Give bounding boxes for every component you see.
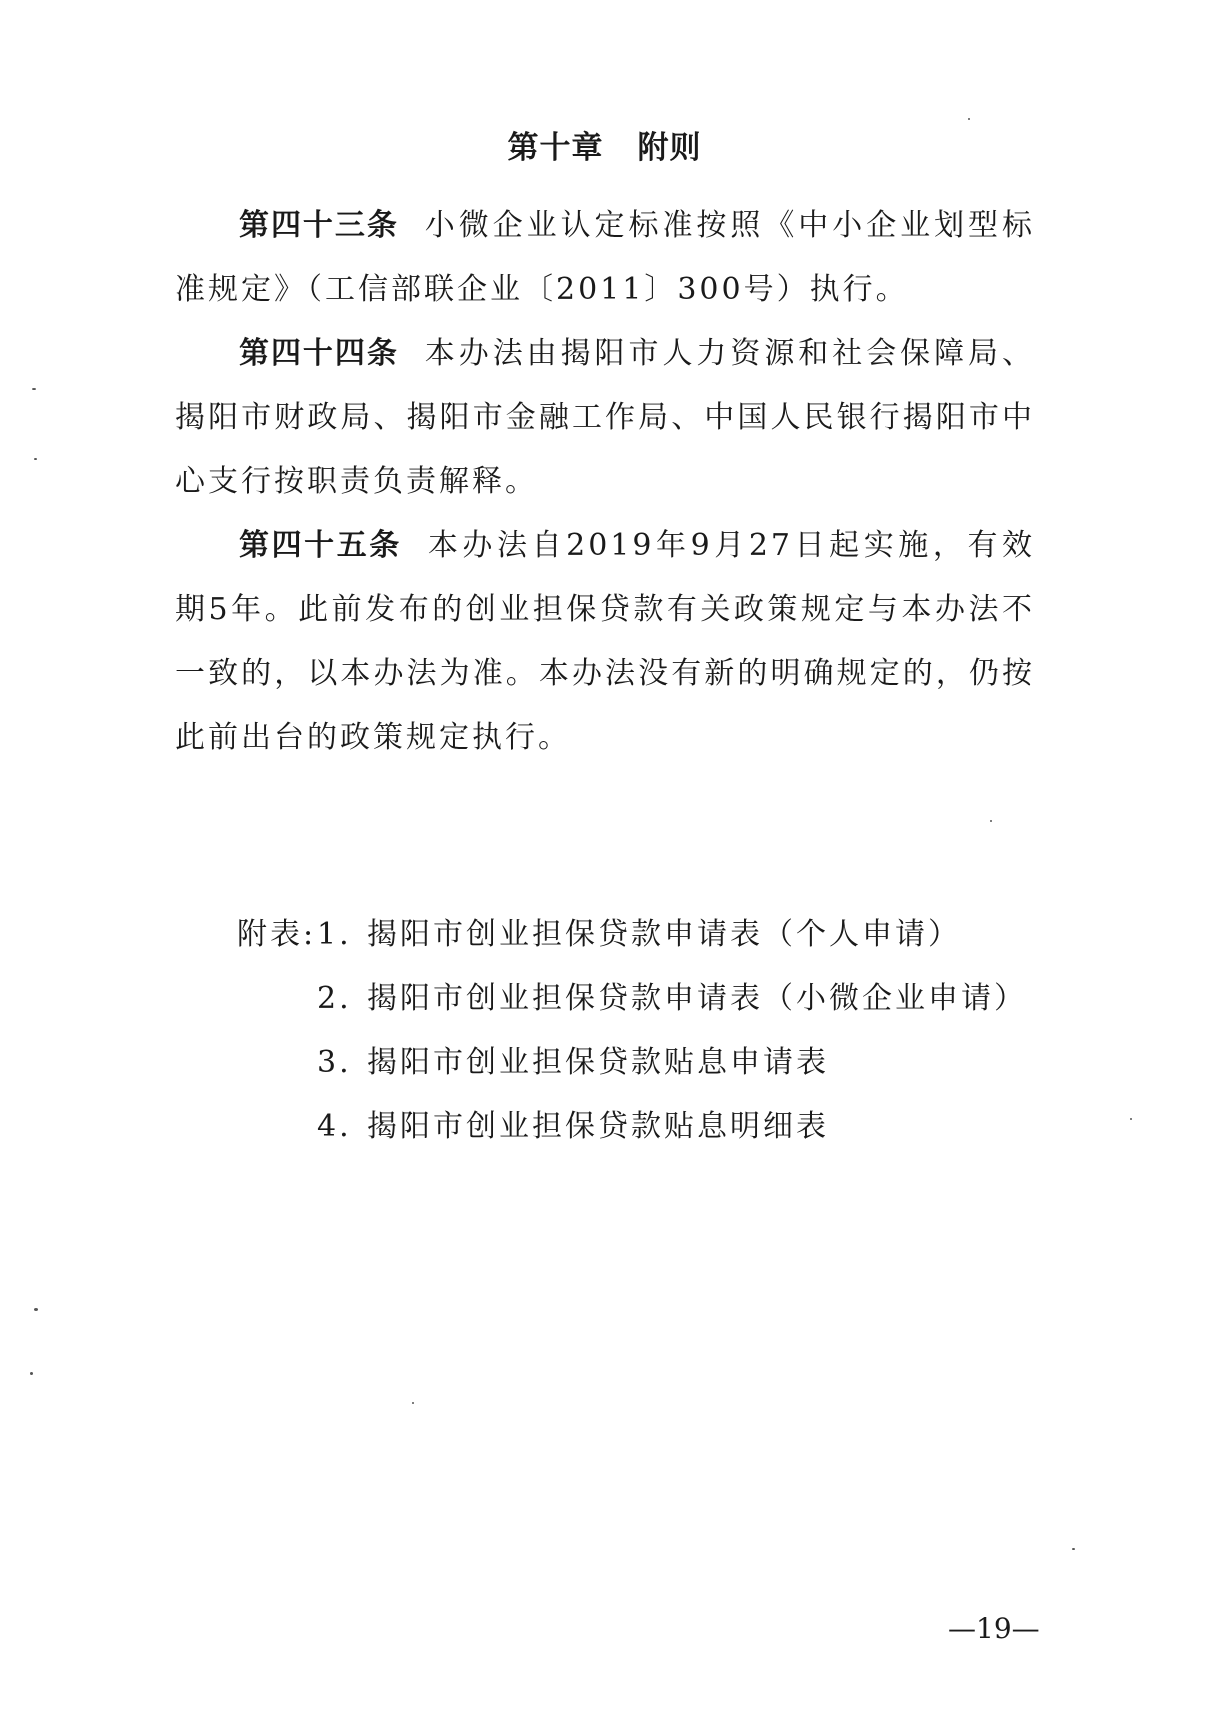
scan-speck bbox=[34, 1308, 38, 1311]
attachment-item bbox=[237, 967, 1027, 1031]
article-label: 第四十五条 bbox=[239, 528, 402, 563]
article-45 bbox=[175, 514, 1035, 770]
attachment-number: 4. bbox=[317, 1109, 352, 1144]
scan-speck bbox=[32, 388, 36, 390]
attachment-title: 揭阳市创业担保贷款贴息申请表 bbox=[367, 1045, 829, 1080]
attachment-title: 揭阳市创业担保贷款申请表（个人申请） bbox=[367, 917, 961, 952]
article-44 bbox=[175, 322, 1035, 514]
attachment-number: 3. bbox=[317, 1045, 352, 1080]
scan-speck bbox=[968, 118, 970, 120]
scan-speck bbox=[1072, 1548, 1075, 1550]
chapter-number: 第十章 bbox=[507, 130, 604, 166]
scan-speck bbox=[30, 1372, 33, 1375]
article-text: 本办法自2019年9月27日起实施，有效期5年。此前发布的创业担保贷款有关政策规定与本办法不一致的，以本办法为准。本办法没有新的明确规定的，仍按此前出台的政策规定执行。 bbox=[175, 528, 1036, 755]
scan-speck bbox=[34, 458, 37, 460]
attachments-list bbox=[237, 903, 1027, 1159]
attachment-title: 揭阳市创业担保贷款申请表（小微企业申请） bbox=[367, 981, 1027, 1016]
scan-speck bbox=[412, 1402, 414, 1404]
chapter-heading bbox=[0, 122, 1209, 167]
page-number: —19— bbox=[948, 1612, 1040, 1645]
article-text: 本办法由揭阳市人力资源和社会保障局、揭阳市财政局、揭阳市金融工作局、中国人民银行揭阳市中心支行按职责负责解释。 bbox=[175, 336, 1036, 499]
attachments-prefix: 附表: bbox=[237, 917, 317, 952]
attachment-item bbox=[237, 1095, 1027, 1159]
articles-section bbox=[175, 194, 1035, 770]
attachment-number: 1. bbox=[317, 917, 352, 952]
attachment-item bbox=[237, 903, 1027, 967]
scan-speck bbox=[990, 820, 992, 822]
article-43 bbox=[175, 194, 1035, 322]
article-text: 小微企业认定标准按照《中小企业划型标准规定》（工信部联企业〔2011〕300号）执行。 bbox=[175, 208, 1036, 307]
attachment-title: 揭阳市创业担保贷款贴息明细表 bbox=[367, 1109, 829, 1144]
attachment-item bbox=[237, 1031, 1027, 1095]
chapter-title: 附则 bbox=[637, 130, 702, 166]
scan-speck bbox=[1130, 1118, 1132, 1120]
article-label: 第四十四条 bbox=[239, 336, 399, 371]
article-label: 第四十三条 bbox=[239, 208, 399, 243]
attachment-number: 2. bbox=[317, 981, 352, 1016]
